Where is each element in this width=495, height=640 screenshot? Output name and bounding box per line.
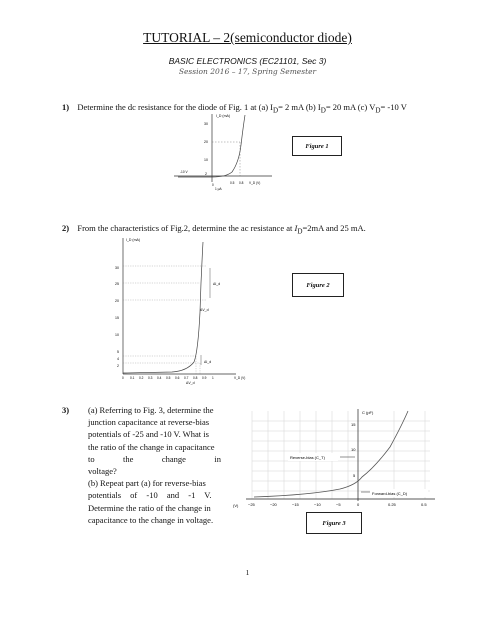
- x-tick: 0.4: [157, 376, 162, 380]
- x-tick: −10: [314, 502, 321, 507]
- x-axis-label: V_D (V): [234, 376, 246, 380]
- y-tick: 20: [115, 299, 119, 303]
- figure-3-label: Figure 3: [306, 512, 362, 534]
- y-axis-label: I_D (mA): [216, 114, 230, 118]
- x-tick: −20: [270, 502, 277, 507]
- y-tick: 10: [204, 158, 208, 162]
- y-axis-label: C (pF): [362, 410, 374, 415]
- figure-1-graph: [160, 110, 280, 195]
- figure-2-label: Figure 2: [292, 273, 344, 297]
- current-label: 1 μA: [215, 187, 222, 191]
- y-tick: 30: [115, 266, 119, 270]
- x-tick: 0.25: [388, 502, 396, 507]
- delta-label: ΔI_d: [213, 282, 221, 286]
- y-tick: 15: [115, 316, 119, 320]
- y-tick: 15: [351, 422, 356, 427]
- y-tick: 2: [205, 172, 207, 176]
- x-tick: 0.8: [193, 376, 198, 380]
- question-text: From the characteristics of Fig.2, determine the ac resistance at $I_D=2mA$ and 25 mA.: [77, 223, 366, 236]
- text-line: potentials of -10 and -1 V.: [88, 490, 212, 501]
- x-tick: 0.6: [175, 376, 180, 380]
- course-name: BASIC ELECTRONICS (EC21101, Sec 3): [168, 56, 327, 66]
- y-tick: 2: [117, 364, 119, 368]
- y-tick: 10: [351, 447, 356, 452]
- session-info: Session 2016 – 17, Spring Semester: [178, 67, 317, 76]
- x-tick: 0.5: [230, 181, 235, 185]
- reverse-bias-label: Reverse-bias (C_T): [290, 455, 325, 460]
- x-tick: 0: [357, 502, 360, 507]
- x-tick: −15: [292, 502, 299, 507]
- question-number: 3): [62, 405, 70, 415]
- delta-label: ΔV_d: [186, 381, 195, 385]
- question-text: Determine the dc resistance for the diode of Fig. 1 at (a) $I_D= 2$ mA (b) $I_D= 20$ mA (c) $V_D= -10$ V: [77, 102, 407, 115]
- y-tick: 25: [115, 282, 119, 286]
- x-tick: 0.2: [139, 376, 144, 380]
- page-number: 1: [245, 568, 250, 577]
- figure-1-label: Figure 1: [292, 136, 342, 156]
- page-title: TUTORIAL – 2(semiconductor diode): [143, 30, 352, 45]
- y-tick: 10: [115, 333, 119, 337]
- forward-bias-label: Forward-bias (C_D): [372, 491, 408, 496]
- x-tick: −5: [336, 502, 341, 507]
- y-axis-label: I_D (mA): [126, 238, 140, 242]
- x-tick: 1: [212, 376, 214, 380]
- y-tick: 5: [117, 350, 119, 354]
- x-tick: −25: [248, 502, 255, 507]
- x-tick: 0.5: [166, 376, 171, 380]
- x-tick: 0.9: [202, 376, 207, 380]
- text-line: the ratio of the change in capacitance: [88, 441, 215, 452]
- y-tick: 20: [204, 140, 208, 144]
- x-tick: 0.7: [184, 376, 189, 380]
- x-tick: 0.3: [148, 376, 153, 380]
- delta-label: ΔV_d: [200, 308, 209, 312]
- x-axis-label: V_D (V): [249, 181, 261, 185]
- y-tick: 5: [353, 473, 356, 478]
- text-line: potentials of -25 and -10 V. What is: [88, 429, 209, 440]
- y-tick: 30: [204, 122, 208, 126]
- figure-3-graph: [230, 405, 445, 515]
- text-line: (a) Referring to Fig. 3, determine the: [88, 405, 214, 415]
- text-line: capacitance to the change in voltage.: [88, 514, 214, 525]
- text-line: junction capacitance at reverse-bias: [88, 417, 210, 428]
- y-tick: 4: [117, 357, 119, 361]
- x-tick: 0.5: [421, 502, 427, 507]
- figure-2-graph: [112, 232, 262, 392]
- negative-voltage-label: -10 V: [180, 170, 188, 174]
- x-tick: 0: [212, 183, 214, 187]
- x-tick: 0: [122, 376, 124, 380]
- question-number: 1): [62, 102, 70, 112]
- question-number: 2): [62, 223, 70, 233]
- text-line: to the change in voltage?: [88, 453, 221, 477]
- delta-label: ΔI_d: [204, 360, 212, 364]
- x-tick: (V): [233, 503, 239, 508]
- text-line: (b) Repeat part (a) for reverse-bias: [88, 478, 206, 489]
- x-tick: 0.1: [130, 376, 135, 380]
- text-line: Determine the ratio of the change in: [88, 502, 211, 513]
- x-tick: 0.8: [239, 181, 244, 185]
- question-3-text: [88, 404, 221, 526]
